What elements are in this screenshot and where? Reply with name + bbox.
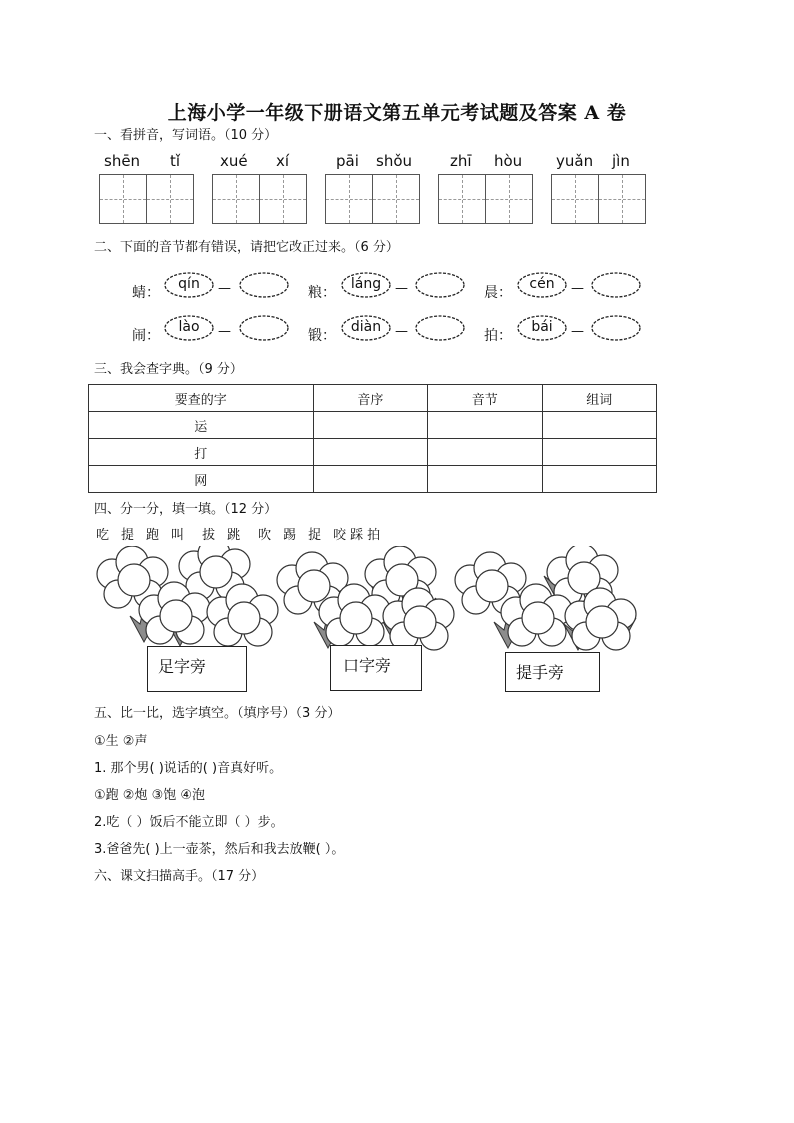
bank-char: 跑 <box>146 528 160 543</box>
q2-char-3: 晨： <box>484 285 512 301</box>
q2-answer-oval-4[interactable] <box>238 314 290 342</box>
q2-char-2: 粮： <box>308 285 336 301</box>
options-1: ①生 ②声 <box>94 734 148 749</box>
q2-char-6: 拍： <box>484 328 512 344</box>
character-bank <box>96 524 392 543</box>
table-cell-input[interactable] <box>428 412 542 439</box>
table-header: 音节 <box>428 385 542 412</box>
table-cell-char: 打 <box>89 439 314 466</box>
q2-wrong-pinyin-3: cén <box>516 271 568 299</box>
bank-char: 叫 <box>171 528 185 543</box>
box-foot-radical[interactable] <box>147 646 247 692</box>
bank-char: 捉 <box>308 528 322 543</box>
question-5-1: 1. 那个男( )说话的( )音真好听。 <box>94 761 283 776</box>
table-header: 要查的字 <box>89 385 314 412</box>
bank-char: 跳 <box>227 528 241 543</box>
q2-answer-oval-3[interactable] <box>590 271 642 299</box>
table-row <box>89 466 657 493</box>
q2-dash: — <box>218 281 231 296</box>
box-mouth-radical[interactable] <box>330 645 422 691</box>
box-label: 提手旁 <box>516 663 565 682</box>
table-cell-input[interactable] <box>313 466 427 493</box>
q2-char-5: 锻： <box>308 328 336 344</box>
table-cell-input[interactable] <box>313 439 427 466</box>
box-hand-radical[interactable] <box>505 652 600 692</box>
table-row <box>89 412 657 439</box>
table-cell-input[interactable] <box>428 439 542 466</box>
section-1-heading: 一、看拼音，写词语。（10 分） <box>94 128 278 143</box>
q2-wrong-pinyin-6: bái <box>516 314 568 342</box>
table-row <box>89 439 657 466</box>
bank-char: 吃 <box>96 528 110 543</box>
table-cell-char: 网 <box>89 466 314 493</box>
table-cell-input[interactable] <box>542 466 656 493</box>
page-title: 上海小学一年级下册语文第五单元考试题及答案 A 卷 <box>167 102 627 124</box>
bank-char: 踩 <box>350 528 364 543</box>
section-2-heading: 二、下面的音节都有错误，请把它改正过来。（6 分） <box>94 240 399 255</box>
q2-dash: — <box>571 324 584 339</box>
writing-grid-4[interactable] <box>438 174 533 224</box>
table-header: 组词 <box>542 385 656 412</box>
dictionary-table <box>88 384 657 493</box>
q2-dash: — <box>571 281 584 296</box>
table-cell-input[interactable] <box>542 439 656 466</box>
table-cell-input[interactable] <box>428 466 542 493</box>
q2-answer-oval-6[interactable] <box>590 314 642 342</box>
options-2: ①跑 ②炮 ③饱 ④泡 <box>94 788 206 803</box>
table-cell-char: 运 <box>89 412 314 439</box>
section-6-heading: 六、课文扫描高手。（17 分） <box>94 869 265 884</box>
table-header-row <box>89 385 657 412</box>
q2-wrong-pinyin-2: láng <box>340 271 392 299</box>
section-4-heading: 四、分一分，填一填。（12 分） <box>94 502 278 517</box>
writing-grid-5[interactable] <box>551 174 646 224</box>
q2-answer-oval-5[interactable] <box>414 314 466 342</box>
question-5-3: 3.爸爸先( )上一壶茶，然后和我去放鞭( ）。 <box>94 842 345 857</box>
bank-char: 拔 <box>202 528 216 543</box>
q2-dash: — <box>395 281 408 296</box>
q2-wrong-pinyin-1: qín <box>163 271 215 299</box>
box-label: 足字旁 <box>158 657 207 676</box>
q2-wrong-pinyin-4: lào <box>163 314 215 342</box>
section-3-heading: 三、我会查字典。（9 分） <box>94 362 243 377</box>
pinyin-row: shēn tǐ xué xí pāi shǒu zhī hòu yuǎn jìn <box>104 152 630 170</box>
bank-char: 吹 <box>258 528 272 543</box>
q2-wrong-pinyin-5: diàn <box>340 314 392 342</box>
box-label: 口字旁 <box>343 656 392 675</box>
q2-char-1: 蜻： <box>132 285 160 301</box>
table-header: 音序 <box>313 385 427 412</box>
q2-answer-oval-1[interactable] <box>238 271 290 299</box>
q2-dash: — <box>218 324 231 339</box>
bank-char: 踢 <box>283 528 297 543</box>
q2-answer-oval-2[interactable] <box>414 271 466 299</box>
bank-char: 咬 <box>333 528 347 543</box>
q2-dash: — <box>395 324 408 339</box>
writing-grid-2[interactable] <box>212 174 307 224</box>
table-cell-input[interactable] <box>313 412 427 439</box>
bank-char: 提 <box>121 528 135 543</box>
writing-grid-1[interactable] <box>99 174 194 224</box>
section-5-heading: 五、比一比，选字填空。（填序号）（3 分） <box>94 706 341 721</box>
question-5-2: 2.吃（ ）饭后不能立即（ ）步。 <box>94 815 284 830</box>
writing-grid-3[interactable] <box>325 174 420 224</box>
bank-char: 拍 <box>367 528 381 543</box>
table-cell-input[interactable] <box>542 412 656 439</box>
q2-char-4: 闹： <box>132 328 160 344</box>
